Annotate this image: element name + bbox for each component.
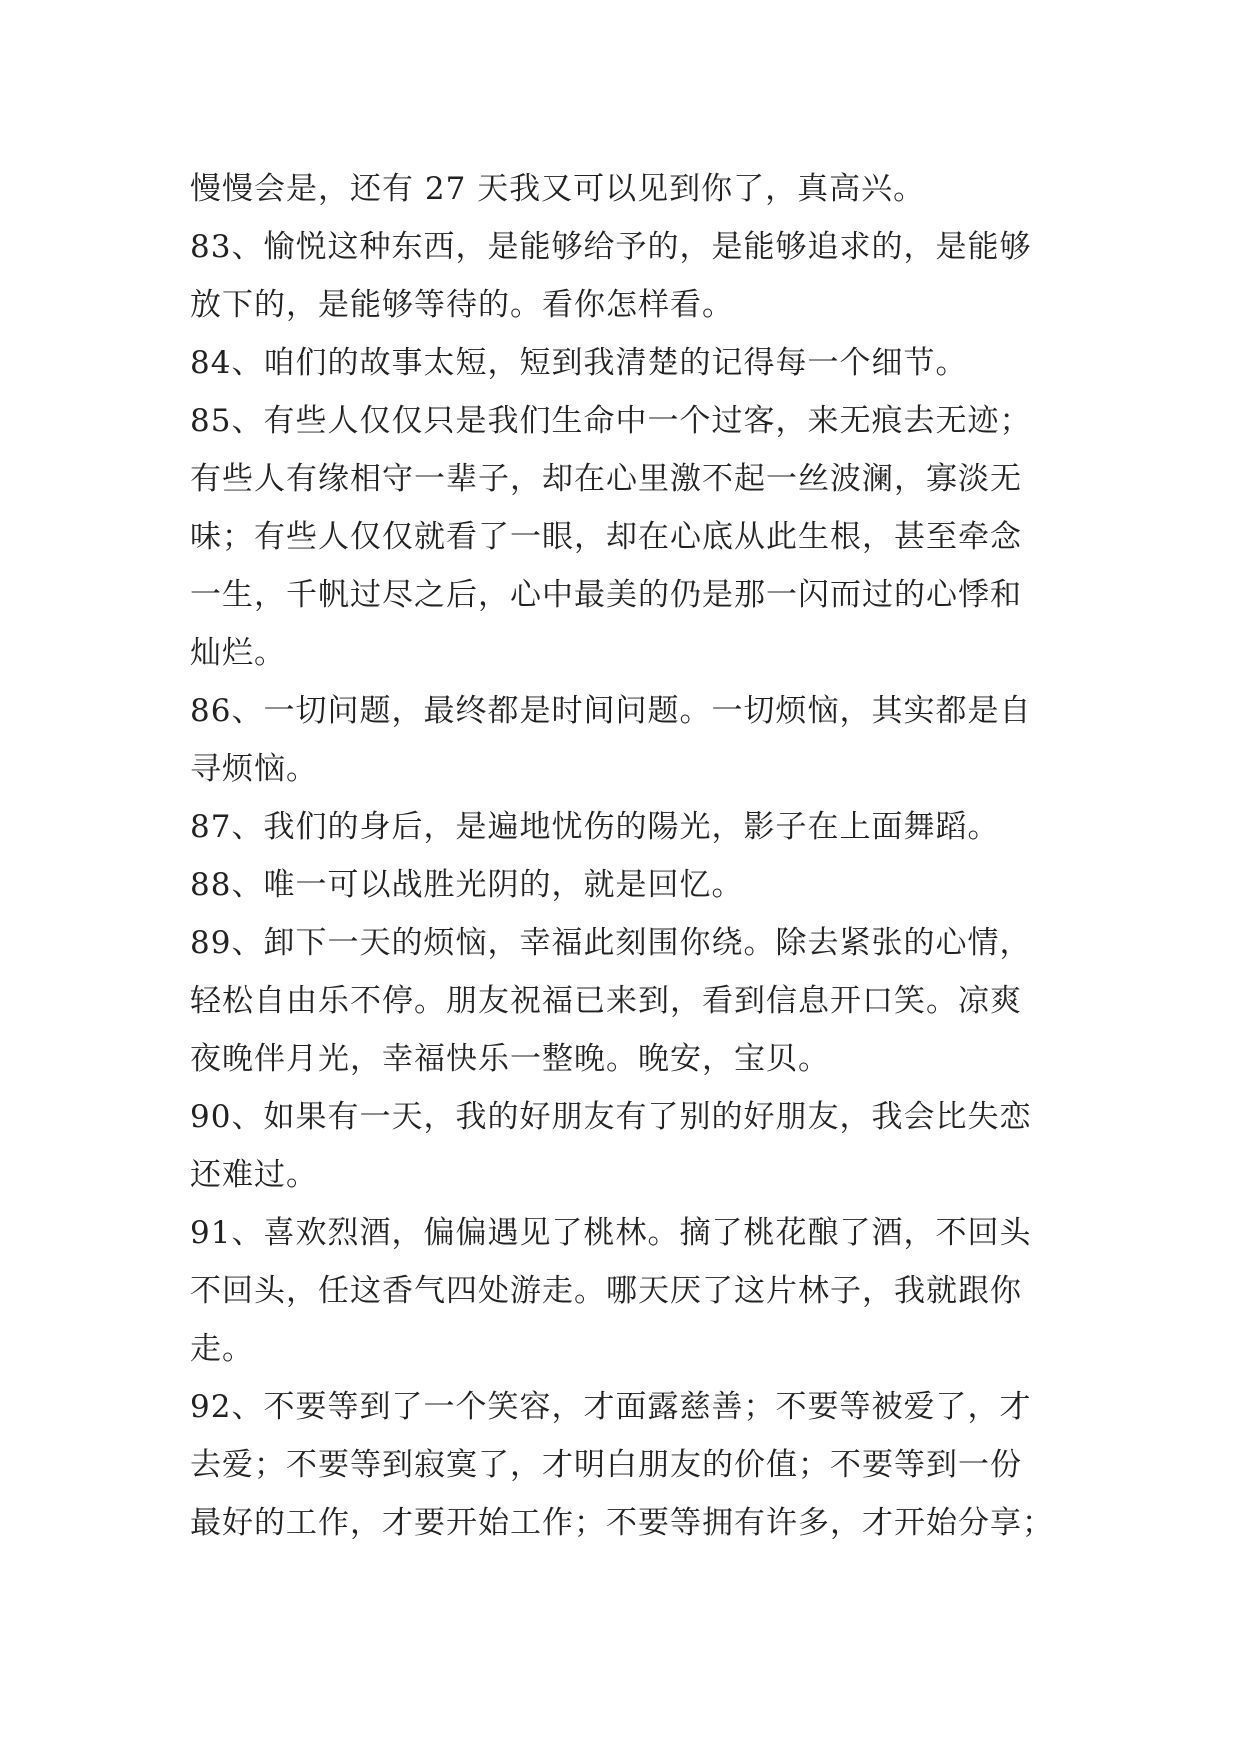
text-line: 不回头，任这香气四处游走。哪天厌了这片林子，我就跟你	[190, 1273, 1022, 1309]
text-line: 最好的工作，才要开始工作；不要等拥有许多，才开始分享；	[190, 1505, 1054, 1541]
text-line: 84、咱们的故事太短，短到我清楚的记得每一个细节。	[190, 345, 968, 381]
text-line: 89、卸下一天的烦恼，幸福此刻围你绕。除去紧张的心情，	[190, 925, 1032, 961]
text-line: 88、唯一可以战胜光阴的，就是回忆。	[190, 867, 744, 903]
text-line: 放下的，是能够等待的。看你怎样看。	[190, 287, 734, 323]
text-line: 一生，千帆过尽之后，心中最美的仍是那一闪而过的心悸和	[190, 577, 1022, 613]
text-line: 灿烂。	[190, 635, 286, 671]
text-line: 87、我们的身后，是遍地忧伤的陽光，影子在上面舞蹈。	[190, 809, 1000, 845]
text-line: 味；有些人仅仅就看了一眼，却在心底从此生根，甚至牵念	[190, 519, 1022, 555]
text-line: 夜晚伴月光，幸福快乐一整晚。晚安，宝贝。	[190, 1041, 830, 1077]
text-line: 去爱；不要等到寂寞了，才明白朋友的价值；不要等到一份	[190, 1447, 1022, 1483]
text-line: 还难过。	[190, 1157, 318, 1193]
text-line: 86、一切问题，最终都是时间问题。一切烦恼，其实都是自	[190, 693, 1032, 729]
text-line: 寻烦恼。	[190, 751, 318, 787]
text-line: 有些人有缘相守一辈子，却在心里激不起一丝波澜，寡淡无	[190, 461, 1022, 497]
document-body	[190, 160, 1060, 1552]
text-line: 85、有些人仅仅只是我们生命中一个过客，来无痕去无迹；	[190, 403, 1032, 439]
text-line: 83、愉悦这种东西，是能够给予的，是能够追求的，是能够	[190, 229, 1032, 265]
text-line: 轻松自由乐不停。朋友祝福已来到，看到信息开口笑。凉爽	[190, 983, 1022, 1019]
text-line: 92、不要等到了一个笑容，才面露慈善；不要等被爱了，才	[190, 1389, 1032, 1425]
text-line: 90、如果有一天，我的好朋友有了别的好朋友，我会比失恋	[190, 1099, 1032, 1135]
text-line: 慢慢会是，还有 27 天我又可以见到你了，真高兴。	[190, 171, 926, 207]
text-line: 91、喜欢烈酒，偏偏遇见了桃林。摘了桃花酿了酒，不回头	[190, 1215, 1032, 1251]
text-line: 走。	[190, 1331, 254, 1367]
